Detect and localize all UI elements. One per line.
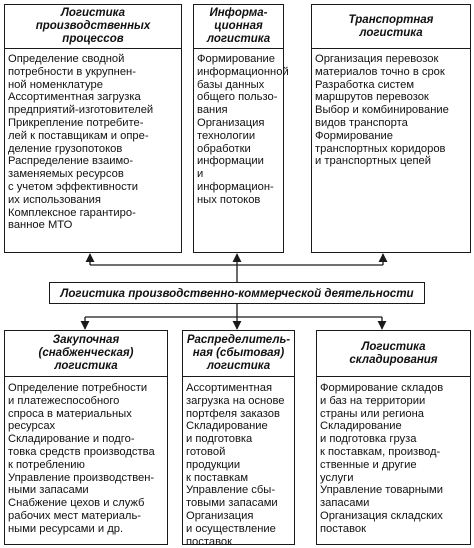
- central-concept-label: Логистика производственно-коммерческой деятельности: [60, 286, 414, 300]
- distribution-logistics-box: [182, 330, 295, 548]
- procurement-logistics-box: [4, 330, 168, 545]
- transport-logistics-items: Организация перевозок материалов точно в срок Разработка систем маршрутов перевозок Выбор и комбинирование видов транспорта Формирование транспортных коридоров и транспортных цепей: [315, 53, 449, 168]
- procurement-logistics-items: Определение потребности и платежеспособного спроса в материальных ресурсах Складирование и подго- товка средств производства к потреблению Управление производствен- ными запасами Снабжение цехов и служб рабочих мест материаль- ными ресурсами и др.: [8, 382, 155, 535]
- warehousing-logistics-box: [316, 330, 471, 545]
- transport-logistics-box: [311, 4, 471, 253]
- warehousing-logistics-title: Логистика складирования: [317, 331, 470, 377]
- production-logistics-items: Определение сводной потребности в укрупнен- ной номенклатуре Ассортиментная загрузка предприятий-изготовителей Прикрепление потребите- лей к поставщикам и опре- деление грузопотоков Распределение взаимо- заменяемых ресурсов с учетом эффективности их использования Комплексное гарантиро- ванное МТО: [8, 53, 154, 232]
- procurement-logistics-title: Закупочная (снабженческая) логистика: [5, 331, 167, 377]
- information-logistics-box: [193, 4, 289, 253]
- information-logistics-title: Информа- ционная логистика: [194, 5, 283, 49]
- production-logistics-box: [4, 4, 182, 253]
- central-concept-box: [49, 282, 425, 304]
- production-logistics-title: Логистика производственных процессов: [5, 5, 181, 49]
- warehousing-logistics-items: Формирование складов и баз на территории страны или региона Складирование и подготовка груза к поставкам, производ- ственные и другие услуги Управление товарными запасами Организация складских поставок: [320, 382, 444, 535]
- distribution-logistics-items: Ассортиментная загрузка на основе портфеля заказов Складирование и подготовка готовой продукции к поставкам Управление сбы- товыми запасами Организация и осуществление поставок: [186, 382, 285, 548]
- distribution-logistics-title: Распределитель- ная (сбытовая) логистика: [183, 331, 294, 377]
- transport-logistics-title: Транспортная логистика: [312, 5, 470, 49]
- information-logistics-items: Формирование информационной базы данных общего пользо- вания Организация технологии обработки информации и информацион- ных потоков: [197, 53, 289, 206]
